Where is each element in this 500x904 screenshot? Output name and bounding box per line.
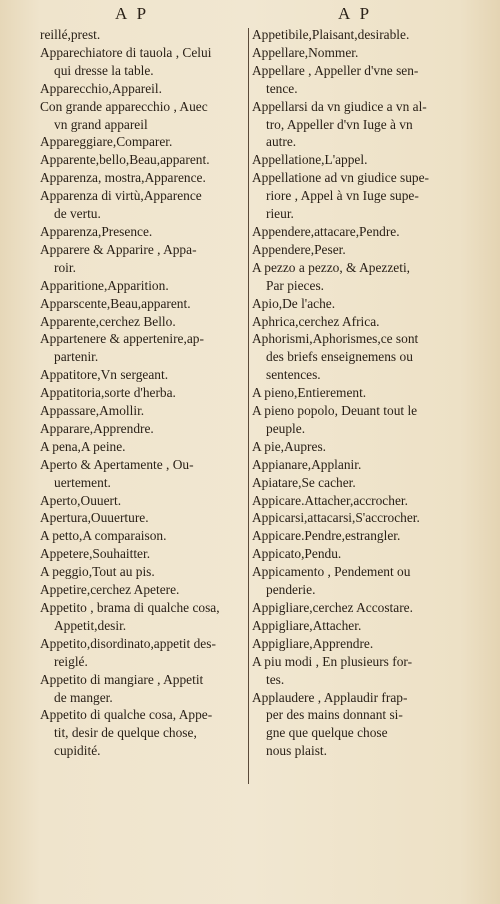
dictionary-line: reillé,prest.: [40, 27, 101, 42]
dictionary-line: Apparare,Apprendre.: [40, 420, 154, 436]
dictionary-line: Apparecchio,Appareil.: [40, 80, 162, 96]
dictionary-line: Appellare,Nommer.: [252, 44, 359, 60]
dictionary-line: Appetire,cerchez Apetere.: [40, 582, 180, 598]
dictionary-line: nous plaist.: [266, 743, 328, 759]
dictionary-line: Apparscente,Beau,apparent.: [40, 295, 191, 311]
dictionary-line: tro, Appeller d'vn Iuge à vn: [266, 116, 413, 132]
dictionary-line: Appigliare,Attacher.: [252, 617, 362, 633]
dictionary-line: A pezzo a pezzo, & Apezzeti,: [252, 259, 411, 275]
dictionary-line: A petto,A comparaison.: [40, 528, 167, 544]
dictionary-line: Appetito di qualche cosa, Appe-: [40, 707, 213, 723]
dictionary-line: Appetito , brama di qualche cosa,: [40, 600, 220, 615]
dictionary-line: Apparere & Apparire , Appa-: [40, 241, 197, 257]
dictionary-line: Aphorismi,Aphorismes,ce sont: [252, 331, 419, 347]
dictionary-line: Appetit,desir.: [54, 617, 127, 633]
dictionary-line: Appicare.Pendre,estrangler.: [252, 528, 401, 544]
dictionary-line: Apertura,Ouuerture.: [40, 510, 149, 526]
dictionary-line: A pieno popolo, Deuant tout le: [252, 403, 418, 419]
dictionary-line: Apparente,cerchez Bello.: [40, 313, 176, 329]
dictionary-line: Appendere,Peser.: [252, 241, 346, 257]
dictionary-line: Appassare,Amollir.: [40, 403, 145, 419]
dictionary-line: Apparenza di virtù,Apparence: [40, 188, 202, 204]
dictionary-line: Aperto & Apertamente , Ou-: [40, 456, 194, 472]
dictionary-line: A pie,Aupres.: [252, 438, 327, 454]
dictionary-line: Apparenza,Presence.: [40, 223, 153, 239]
dictionary-line: A pena,A peine.: [40, 438, 126, 454]
dictionary-line: Appatitore,Vn sergeant.: [40, 367, 169, 383]
dictionary-line: Apiatare,Se cacher.: [252, 474, 356, 490]
blank-lower-margin: [0, 764, 500, 904]
dictionary-line: Appigliare,cerchez Accostare.: [252, 600, 413, 615]
dictionary-line: Appicare.Attacher,accrocher.: [252, 492, 408, 508]
dictionary-line: Appellare , Appeller d'vne sen-: [252, 62, 419, 78]
dictionary-line: tence.: [266, 80, 298, 96]
dictionary-line: Appicarsi,attacarsi,S'accrocher.: [252, 510, 420, 526]
dictionary-line: A pieno,Entierement.: [252, 385, 367, 401]
dictionary-line: Appicamento , Pendement ou: [252, 564, 411, 580]
dictionary-line: rieur.: [266, 206, 294, 222]
running-heads: [0, 4, 500, 24]
dictionary-line: Appetibile,Plaisant,desirable.: [252, 27, 410, 42]
dictionary-line: Apio,De l'ache.: [252, 295, 336, 311]
dictionary-line: gne que quelque chose: [266, 725, 388, 741]
dictionary-line: penderie.: [266, 582, 316, 598]
dictionary-line: tes.: [266, 671, 285, 687]
dictionary-line: Apparechiatore di tauola , Celui: [40, 44, 212, 60]
dictionary-line: de vertu.: [54, 206, 101, 222]
dictionary-line: Apparenza, mostra,Apparence.: [40, 170, 206, 186]
dictionary-line: Appatitoria,sorte d'herba.: [40, 385, 176, 401]
dictionary-line: Appellarsi da vn giudice a vn al-: [252, 98, 427, 114]
column-divider: [248, 28, 249, 784]
dictionary-line: riore , Appel à vn Iuge supe-: [266, 188, 419, 204]
dictionary-line: Appellatione,L'appel.: [252, 152, 368, 168]
dictionary-line: Apparitione,Apparition.: [40, 277, 169, 293]
dictionary-line: Appetere,Souhaitter.: [40, 546, 151, 562]
dictionary-line: Appareggiare,Comparer.: [40, 134, 173, 150]
dictionary-line: cupidité.: [54, 743, 101, 759]
dictionary-line: Appicato,Pendu.: [252, 546, 342, 562]
dictionary-line: Par pieces.: [266, 277, 325, 293]
dictionary-line: tit, desir de quelque chose,: [54, 725, 197, 741]
running-head-right: A P: [338, 4, 373, 23]
dictionary-line: Appetito,disordinato,appetit des-: [40, 635, 216, 651]
dictionary-line: Aperto,Ouuert.: [40, 492, 122, 508]
dictionary-line: sentences.: [266, 367, 321, 383]
dictionary-line: uertement.: [54, 474, 111, 490]
dictionary-line: Appendere,attacare,Pendre.: [252, 223, 400, 239]
dictionary-line: des briefs enseignemens ou: [266, 349, 413, 365]
dictionary-line: Applaudere , Applaudir frap-: [252, 689, 408, 705]
dictionary-line: Appetito di mangiare , Appetit: [40, 671, 204, 687]
dictionary-line: autre.: [266, 134, 297, 150]
left-column: [40, 26, 245, 760]
right-column: [252, 26, 462, 760]
running-head-left: A P: [115, 4, 150, 23]
dictionary-line: Aphrica,cerchez Africa.: [252, 313, 380, 329]
dictionary-line: Appigliare,Apprendre.: [252, 635, 374, 651]
dictionary-line: per des mains donnant si-: [266, 707, 403, 723]
dictionary-line: qui dresse la table.: [54, 62, 154, 78]
dictionary-line: Apparente,bello,Beau,apparent.: [40, 152, 210, 168]
dictionary-line: roir.: [54, 259, 76, 275]
dictionary-line: peuple.: [266, 420, 306, 436]
dictionary-line: Appartenere & appertenire,ap-: [40, 331, 204, 347]
dictionary-line: partenir.: [54, 349, 99, 365]
dictionary-line: A peggio,Tout au pis.: [40, 564, 155, 580]
dictionary-line: reiglé.: [54, 653, 88, 669]
dictionary-line: Con grande apparecchio , Auec: [40, 98, 208, 114]
dictionary-line: Appianare,Applanir.: [252, 456, 362, 472]
dictionary-line: de manger.: [54, 689, 113, 705]
dictionary-line: A piu modi , En plusieurs for-: [252, 653, 413, 669]
dictionary-line: vn grand appareil: [54, 116, 148, 132]
dictionary-line: Appellatione ad vn giudice supe-: [252, 170, 430, 186]
